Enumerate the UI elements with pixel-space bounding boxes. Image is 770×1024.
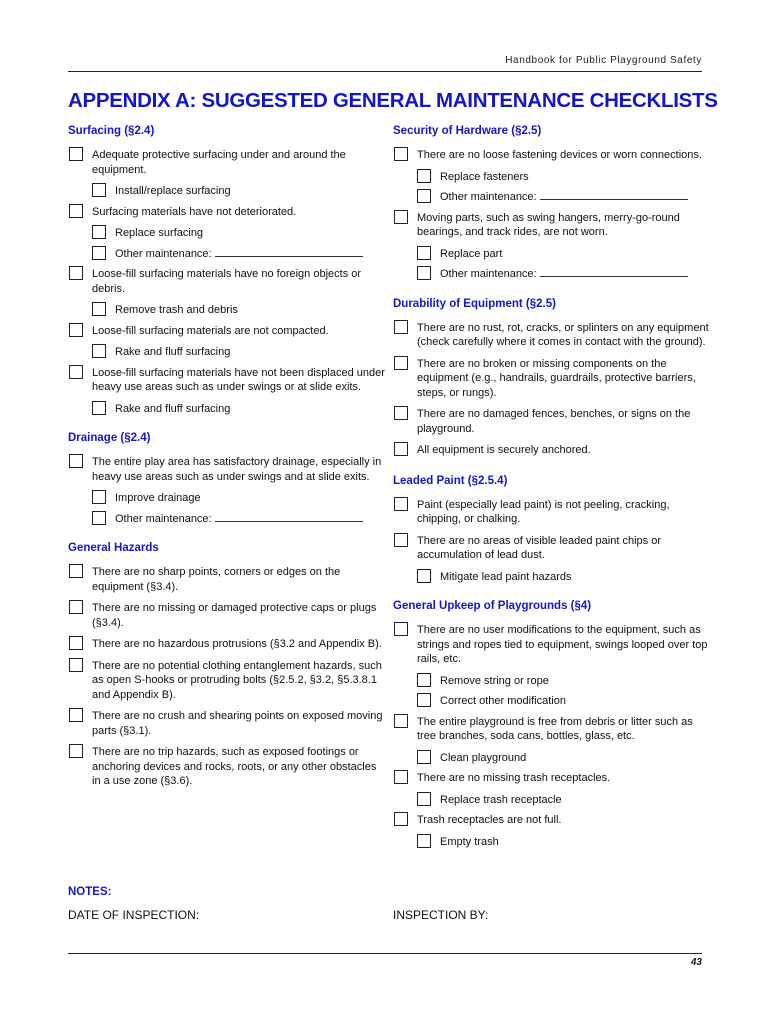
checklist-item: Moving parts, such as swing hangers, merry-go-round bearings, and track rides, are not worn.	[393, 211, 711, 240]
checkbox[interactable]	[69, 708, 83, 722]
checklist-action: Remove string or rope	[393, 674, 711, 689]
section-title-hardware: Security of Hardware (§2.5)	[393, 125, 542, 137]
fill-in-line[interactable]	[540, 267, 688, 277]
checklist-action: Remove trash and debris	[68, 303, 386, 318]
checklist-item: There are no damaged fences, benches, or signs on the playground.	[393, 407, 711, 436]
checklist-item: There are no missing or damaged protective caps or plugs (§3.4).	[68, 601, 386, 630]
checkbox[interactable]	[92, 246, 106, 260]
section-title-general-upkeep: General Upkeep of Playgrounds (§4)	[393, 600, 592, 612]
checkbox[interactable]	[417, 673, 431, 687]
checkbox[interactable]	[92, 225, 106, 239]
checkbox[interactable]	[394, 533, 408, 547]
checkbox[interactable]	[417, 169, 431, 183]
running-head: Handbook for Public Playground Safety	[505, 55, 702, 66]
page-title: APPENDIX A: SUGGESTED GENERAL MAINTENANCE CHECKLISTS	[68, 89, 718, 112]
checkbox[interactable]	[69, 658, 83, 672]
checklist-item: Adequate protective surfacing under and around the equipment.	[68, 148, 386, 177]
checkbox[interactable]	[92, 490, 106, 504]
header-divider	[68, 71, 702, 72]
checklist-item: All equipment is securely anchored.	[393, 443, 711, 458]
checklist-item: The entire play area has satisfactory drainage, especially in heavy use areas such as under swings and at slide exits.	[68, 455, 386, 484]
checkbox[interactable]	[69, 266, 83, 280]
page-number: 43	[690, 957, 702, 968]
checklist-action: Replace trash receptacle	[393, 793, 711, 808]
section-title-leaded-paint: Leaded Paint (§2.5.4)	[393, 474, 508, 487]
checkbox[interactable]	[417, 693, 431, 707]
section-title-general-hazards: General Hazards	[68, 542, 159, 554]
checkbox[interactable]	[394, 812, 408, 826]
fill-in-line[interactable]	[540, 190, 688, 200]
checkbox[interactable]	[394, 497, 408, 511]
section-title-surfacing: Surfacing (§2.4)	[68, 125, 155, 137]
checkbox[interactable]	[394, 442, 408, 456]
checklist-item: There are no sharp points, corners or edges on the equipment (§3.4).	[68, 565, 386, 594]
left-column	[68, 125, 386, 796]
checkbox[interactable]	[69, 564, 83, 578]
fill-in-line[interactable]	[215, 512, 363, 522]
checklist-action: Correct other modification	[393, 694, 711, 709]
checkbox[interactable]	[69, 147, 83, 161]
checklist-item: Loose-fill surfacing materials are not compacted.	[68, 324, 386, 339]
checklist-item: There are no potential clothing entanglement hazards, such as open S-hooks or protruding bolts (§2.5.2, §3.2, §5.3.8.1 and Appendix B).	[68, 659, 386, 703]
checklist-action: Clean playground	[393, 751, 711, 766]
checklist-item: There are no rust, rot, cracks, or splinters on any equipment (check carefully where it comes in contact with the ground).	[393, 321, 711, 350]
checkbox[interactable]	[394, 622, 408, 636]
checklist-item: There are no user modifications to the equipment, such as strings and ropes tied to equipment, swings looped over top rails, etc.	[393, 623, 711, 667]
checkbox[interactable]	[92, 183, 106, 197]
checklist-item: Loose-fill surfacing materials have no foreign objects or debris.	[68, 267, 386, 296]
checklist-action: Other maintenance:	[393, 190, 711, 205]
checkbox[interactable]	[69, 744, 83, 758]
checklist-item: The entire playground is free from debris or litter such as tree branches, soda cans, bottles, glass, etc.	[393, 715, 711, 744]
right-column	[393, 125, 711, 855]
checklist-item: Loose-fill surfacing materials have not been displaced under heavy use areas such as under swings or at slide exits.	[68, 366, 386, 395]
checkbox[interactable]	[417, 834, 431, 848]
checkbox[interactable]	[394, 356, 408, 370]
checkbox[interactable]	[394, 770, 408, 784]
checklist-item: There are no broken or missing components on the equipment (e.g., handrails, guardrails, protective barriers, steps, or rungs).	[393, 357, 711, 401]
checkbox[interactable]	[69, 204, 83, 218]
checkbox[interactable]	[417, 246, 431, 260]
checklist-item: There are no loose fastening devices or worn connections.	[393, 148, 711, 163]
checklist-item: There are no hazardous protrusions (§3.2 and Appendix B).	[68, 637, 386, 652]
checkbox[interactable]	[394, 147, 408, 161]
fill-in-line[interactable]	[215, 247, 363, 257]
date-of-inspection-label: DATE OF INSPECTION:	[68, 908, 200, 922]
checkbox[interactable]	[417, 792, 431, 806]
checklist-item: There are no missing trash receptacles.	[393, 771, 711, 786]
checklist-action: Replace surfacing	[68, 226, 386, 241]
checkbox[interactable]	[69, 454, 83, 468]
checkbox[interactable]	[69, 365, 83, 379]
checklist-item: Surfacing materials have not deteriorated.	[68, 205, 386, 220]
checklist-item: Trash receptacles are not full.	[393, 813, 711, 828]
checklist-item: Paint (especially lead paint) is not peeling, cracking, chipping, or chalking.	[393, 498, 711, 527]
checklist-action: Empty trash	[393, 835, 711, 850]
checklist-item: There are no areas of visible leaded paint chips or accumulation of lead dust.	[393, 534, 711, 563]
checkbox[interactable]	[92, 511, 106, 525]
checkbox[interactable]	[394, 406, 408, 420]
checklist-action: Other maintenance:	[68, 247, 386, 262]
checkbox[interactable]	[417, 266, 431, 280]
notes-label: NOTES:	[68, 886, 112, 898]
checkbox[interactable]	[92, 401, 106, 415]
checkbox[interactable]	[69, 636, 83, 650]
checklist-item: There are no trip hazards, such as exposed footings or anchoring devices and rocks, roots, or any other obstacles in a use zone (§3.6).	[68, 745, 386, 789]
footer-divider	[68, 953, 702, 954]
checkbox[interactable]	[417, 569, 431, 583]
checklist-action: Other maintenance:	[68, 512, 386, 527]
checkbox[interactable]	[394, 320, 408, 334]
section-title-durability: Durability of Equipment (§2.5)	[393, 297, 556, 310]
checkbox[interactable]	[69, 323, 83, 337]
checklist-action: Improve drainage	[68, 491, 386, 506]
checkbox[interactable]	[92, 302, 106, 316]
checkbox[interactable]	[417, 189, 431, 203]
checklist-action: Other maintenance:	[393, 267, 711, 282]
checkbox[interactable]	[417, 750, 431, 764]
checklist-action: Rake and fluff surfacing	[68, 345, 386, 360]
checklist-item: There are no crush and shearing points on exposed moving parts (§3.1).	[68, 709, 386, 738]
checklist-action: Replace part	[393, 247, 711, 262]
checklist-action: Replace fasteners	[393, 170, 711, 185]
checklist-action: Install/replace surfacing	[68, 184, 386, 199]
checklist-action: Rake and fluff surfacing	[68, 402, 386, 417]
inspection-by-label: INSPECTION BY:	[393, 908, 489, 922]
checkbox[interactable]	[69, 600, 83, 614]
checkbox[interactable]	[394, 210, 408, 224]
section-title-drainage: Drainage (§2.4)	[68, 432, 151, 444]
checklist-action: Mitigate lead paint hazards	[393, 570, 711, 585]
checkbox[interactable]	[394, 714, 408, 728]
checkbox[interactable]	[92, 344, 106, 358]
